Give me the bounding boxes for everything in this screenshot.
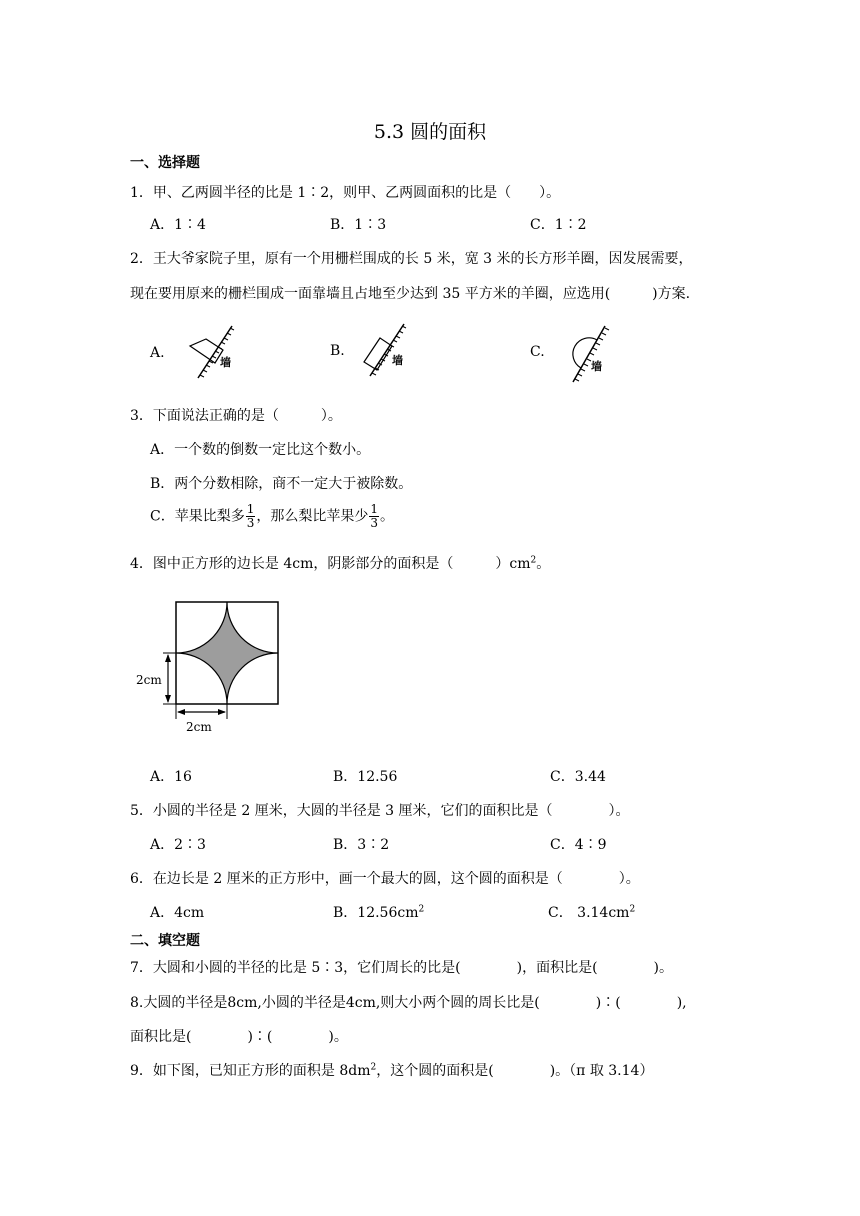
- fraction-numerator: 1: [246, 502, 255, 516]
- wall-label: 墙: [220, 356, 231, 369]
- question-9-stem: [130, 1060, 653, 1080]
- question-6-option-a: A．4cm: [150, 905, 205, 921]
- rectangle-pen-shape: [190, 339, 223, 363]
- question-5-stem: 5．小圆的半径是 2 厘米，大圆的半径是 3 厘米，它们的面积比是（ ）。: [130, 803, 630, 819]
- section-heading-fill-in: 二、填空题: [130, 933, 200, 949]
- vertical-dimension-label: 2cm: [136, 673, 162, 687]
- question-2-option-c: C.: [530, 344, 545, 360]
- question-5-option-c: C．4∶9: [550, 837, 607, 853]
- unit-superscript: 2: [629, 904, 636, 915]
- option-c-text-2: ，那么梨比苹果少: [256, 508, 369, 525]
- question-1-stem: 1．甲、乙两圆半径的比是 1∶2，则甲、乙两圆面积的比是（ ）。: [130, 185, 561, 201]
- shaded-region: [176, 602, 278, 704]
- question-4-stem: [130, 553, 550, 573]
- question-2-figure-b: [350, 318, 430, 380]
- question-7-stem: 7．大圆和小圆的半径的比是 5∶3，它们周长的比是( )，面积比是( )。: [130, 960, 674, 976]
- horizontal-dimension-label: 2cm: [186, 720, 212, 734]
- wall-hatch: [573, 326, 609, 382]
- question-1-option-c: C．1∶2: [530, 217, 587, 233]
- option-c-text: C． 3.14cm: [548, 905, 630, 921]
- question-1-option-b: B．1∶3: [330, 217, 387, 233]
- option-b-text: B．12.56cm: [333, 905, 419, 921]
- wall-label: 墙: [591, 360, 602, 373]
- question-4-figure: [130, 595, 290, 740]
- question-4-stem-tail: 。: [536, 556, 551, 572]
- wall-hatch: [370, 324, 406, 376]
- wall-hatch: [198, 326, 234, 378]
- question-5-option-b: B．3∶2: [333, 837, 390, 853]
- section-heading-choice: 一、选择题: [130, 155, 200, 171]
- question-3-stem: 3．下面说法正确的是（ ）。: [130, 408, 342, 424]
- question-8-stem-line2: 面积比是( )∶( )。: [130, 1029, 348, 1045]
- question-9-stem-text: 9．如下图，已知正方形的面积是 8dm: [130, 1063, 371, 1079]
- unit-superscript: 2: [530, 555, 537, 566]
- question-2-stem-line1: 2．王大爷家院子里，原有一个用栅栏围成的长 5 米，宽 3 米的长方形羊圈，因发展需要，: [130, 251, 693, 267]
- question-2-option-a: A.: [150, 345, 165, 361]
- question-2-figure-a: [170, 318, 250, 380]
- question-2-figure-c: [555, 318, 635, 384]
- horizontal-dimension: [176, 704, 227, 719]
- page-title: 5.3 圆的面积: [373, 121, 487, 143]
- fraction-numerator: 1: [370, 502, 378, 516]
- question-4-stem-text: 4．图中正方形的边长是 4cm，阴影部分的面积是（ ）cm: [130, 556, 531, 572]
- question-2-option-b: B.: [330, 343, 345, 359]
- fraction-denominator: 3: [370, 516, 378, 530]
- fraction-one-third: [246, 503, 256, 530]
- wall-label: 墙: [392, 354, 403, 367]
- question-1-option-a: A．1∶4: [150, 217, 206, 233]
- option-c-text-3: 。: [380, 508, 394, 525]
- fraction-one-third: [369, 503, 379, 530]
- question-6-stem: 6．在边长是 2 厘米的正方形中，画一个最大的圆，这个圆的面积是（ ）。: [130, 871, 640, 887]
- question-3-option-a: A．一个数的倒数一定比这个数小。: [150, 442, 371, 458]
- question-4-option-b: B．12.56: [333, 769, 398, 785]
- question-9-stem-tail: ，这个圆的面积是( )。（π 取 3.14）: [376, 1063, 654, 1079]
- vertical-dimension: [163, 653, 176, 704]
- question-6-option-c: [548, 902, 635, 922]
- question-8-stem-line1: 8.大圆的半径是8cm,小圆的半径是4cm,则大小两个圆的周长比是( )∶( ),: [130, 995, 687, 1011]
- question-5-option-a: A．2∶3: [150, 837, 206, 853]
- question-3-option-b: B．两个分数相除，商不一定大于被除数。: [150, 476, 413, 492]
- option-c-text-1: C．苹果比梨多: [150, 508, 245, 525]
- question-3-option-c: [150, 503, 394, 530]
- rectangle-pen-shape: [364, 338, 392, 370]
- unit-superscript: 2: [418, 904, 425, 915]
- question-4-option-a: A．16: [150, 769, 192, 785]
- fraction-denominator: 3: [246, 516, 255, 530]
- question-2-stem-line2: 现在要用原来的栅栏围成一面靠墙且占地至少达到 35 平方米的羊圈，应选用( )方案.: [130, 286, 691, 302]
- question-6-option-b: [333, 902, 424, 922]
- question-4-option-c: C．3.44: [550, 769, 606, 785]
- unit-superscript: 2: [370, 1062, 377, 1073]
